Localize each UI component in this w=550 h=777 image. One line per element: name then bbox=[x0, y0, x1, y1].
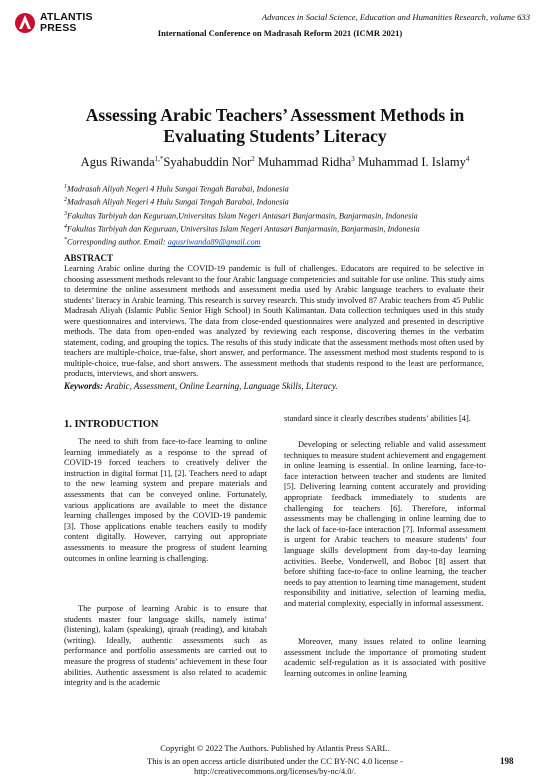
atlantis-press-logo bbox=[14, 10, 93, 44]
author-list bbox=[40, 155, 510, 170]
conference-line: International Conference on Madrasah Reform 2021 (ICMR 2021) bbox=[157, 28, 403, 38]
col2-paragraph-0: standard since it clearly describes students’ abilities [4]. bbox=[284, 414, 471, 423]
atlantis-logo-icon bbox=[14, 12, 36, 34]
title-line-1: Assessing Arabic Teachers’ Assessment Methods in bbox=[85, 105, 465, 125]
col1-paragraph-2: The purpose of learning Arabic is to ensure that students master four language skills, namely istima’ (listening), kalam (speaking), qiraah (reading), and kitabah (writing). Ideally, authentic assessments such as performance and portfolio assessments are carried out to measure the progress of students’ achievement in these four abilities. Authentic assessment is also related to academic integrity and is the academic bbox=[64, 604, 267, 688]
logo-line-2: PRESS bbox=[40, 22, 77, 34]
license-line: This is an open access article distributed under the CC BY-NC 4.0 license -http://creativecommons.org/licenses/by-nc/4.0/. bbox=[147, 756, 403, 776]
page-number: 198 bbox=[500, 756, 514, 766]
affiliation-2: $^2$Madrasah Aliyah Negeri 4 Hulu Sungai Tengah Barabai, Indonesia bbox=[64, 197, 289, 208]
author-3: Muhammad Ridha bbox=[257, 155, 352, 170]
abstract-text: Learning Arabic online during the COVID-19 pandemic is full of challenges. Educators are required to be selective in choosing assessment methods relevant to the four Arabic language competencies and suitable for use online. This study aims to determine the online assessment methods and assessment media used by Arabic language teachers to evaluate their students’ literacy in Arabic learning. This research is survey research. This study involved 87 Arabic teachers from 45 Public Madrasah Aliyah (Islamic Public Senior High School) in South Kalimantan. Data collection techniques used in this study were questionnaires and interviews. The data from close-ended questionnaires were analyzed and presented in descriptive methods. The data from open-ended was analyzed by reviewing each response, discovering themes in the verbatim statement, coding, and grouping the topics. The results of this study indicate that the assessment methods most often used by teachers are multiple-choice, true-false, short answer, and performance. The assessment method most students respond to is multiple-choice, true-false, and short answers. The assessment methods that students respond to the least are performance, products, interviews, and short answers. bbox=[64, 264, 484, 379]
affiliation-4: $^4$Fakultas Tarbiyah dan Keguruan, Universitas Islam Negeri Antasari Banjarmasin, Banjarmasin, Indonesia bbox=[64, 223, 420, 234]
affiliation-1: $^1$Madrasah Aliyah Negeri 4 Hulu Sungai Tengah Barabai, Indonesia bbox=[64, 184, 289, 194]
author-1-sup: 1,* bbox=[154, 155, 164, 163]
corresponding-author: *Corresponding author. Email: agusriwanda89@gmail.com bbox=[64, 237, 261, 248]
author-2-sup: 2 bbox=[251, 155, 255, 163]
logo-line-1: ATLANTIS bbox=[40, 11, 93, 23]
col2-paragraph-1: Developing or selecting reliable and valid assessment techniques to measure student achievement and engagement in online learning is essential. In online learning, face-to-face interaction between teacher and students are limited [5]. Delivering learning content accurately and providing appropriate feedback immediately to students are challenging for teachers [6]. Therefore, informal assessments may be challenging in online learning due to the lack of face-to-face interaction [7]. Informal assessment is urgent for Arabic teachers to measure students’ four language skills development from day-to-day learning activities. Beebe, Vonderwell, and Boboc [8] assert that before shifting face-to-face to online learning, the teacher needs to pay attention to learning time management, student responsibility and initiative, selection of learning media, and material complexity, especially in informal assessment. bbox=[284, 440, 486, 608]
col2-paragraph-2: Moreover, many issues related to online learning assessment include the importance of promoting student academic self-regulation as it is associated with positive learning outcomes in online learning bbox=[284, 637, 486, 678]
affiliations bbox=[64, 182, 504, 249]
abstract-heading: ABSTRACT bbox=[64, 253, 114, 263]
keywords bbox=[64, 381, 494, 391]
col1-paragraph-1: The need to shift from face-to-face learning to online learning immediately as a response to the spread of COVID-19 forced teachers to creatively deliver the instruction in digital format [1], [2]. Teachers need to adapt to the new learning system and prepare materials and assessments that can be conveyed online. Fortunately, various applications are available to meet the distance learning challenges imposed by the COVID-19 pandemic [3]. Those applications enable teachers easily to modify content digitally. However, carrying out appropriate assessments to measure the progress of student learning outcomes in online learning is challenging. bbox=[64, 437, 267, 563]
author-3-sup: 3 bbox=[351, 155, 355, 163]
journal-line: Advances in Social Science, Education and Humanities Research, volume 633 bbox=[261, 12, 530, 22]
author-1: Agus Riwanda bbox=[80, 155, 155, 170]
paper-title bbox=[40, 105, 510, 147]
email-link[interactable]: agusriwanda89@gmail.com bbox=[167, 238, 261, 248]
author-4-sup: 4 bbox=[465, 155, 470, 163]
copyright-line: Copyright © 2022 The Authors. Published by Atlantis Press SARL. bbox=[160, 743, 390, 753]
keywords-text: Arabic, Assessment, Online Learning, Language Skills, Literacy. bbox=[105, 381, 338, 391]
author-2: Syahabuddin Nor bbox=[163, 155, 252, 170]
keywords-label: Keywords: bbox=[64, 381, 103, 391]
title-line-2: Evaluating Students’ Literacy bbox=[163, 126, 387, 146]
author-4: Muhammad I. Islamy bbox=[357, 155, 466, 170]
affiliation-3: $^3$Fakultas Tarbiyah dan Keguruan,Universitas Islam Negeri Antasari Banjarmasin, Banjarmasin, Indonesia bbox=[64, 210, 418, 221]
section-heading-introduction: 1. INTRODUCTION bbox=[64, 419, 159, 430]
